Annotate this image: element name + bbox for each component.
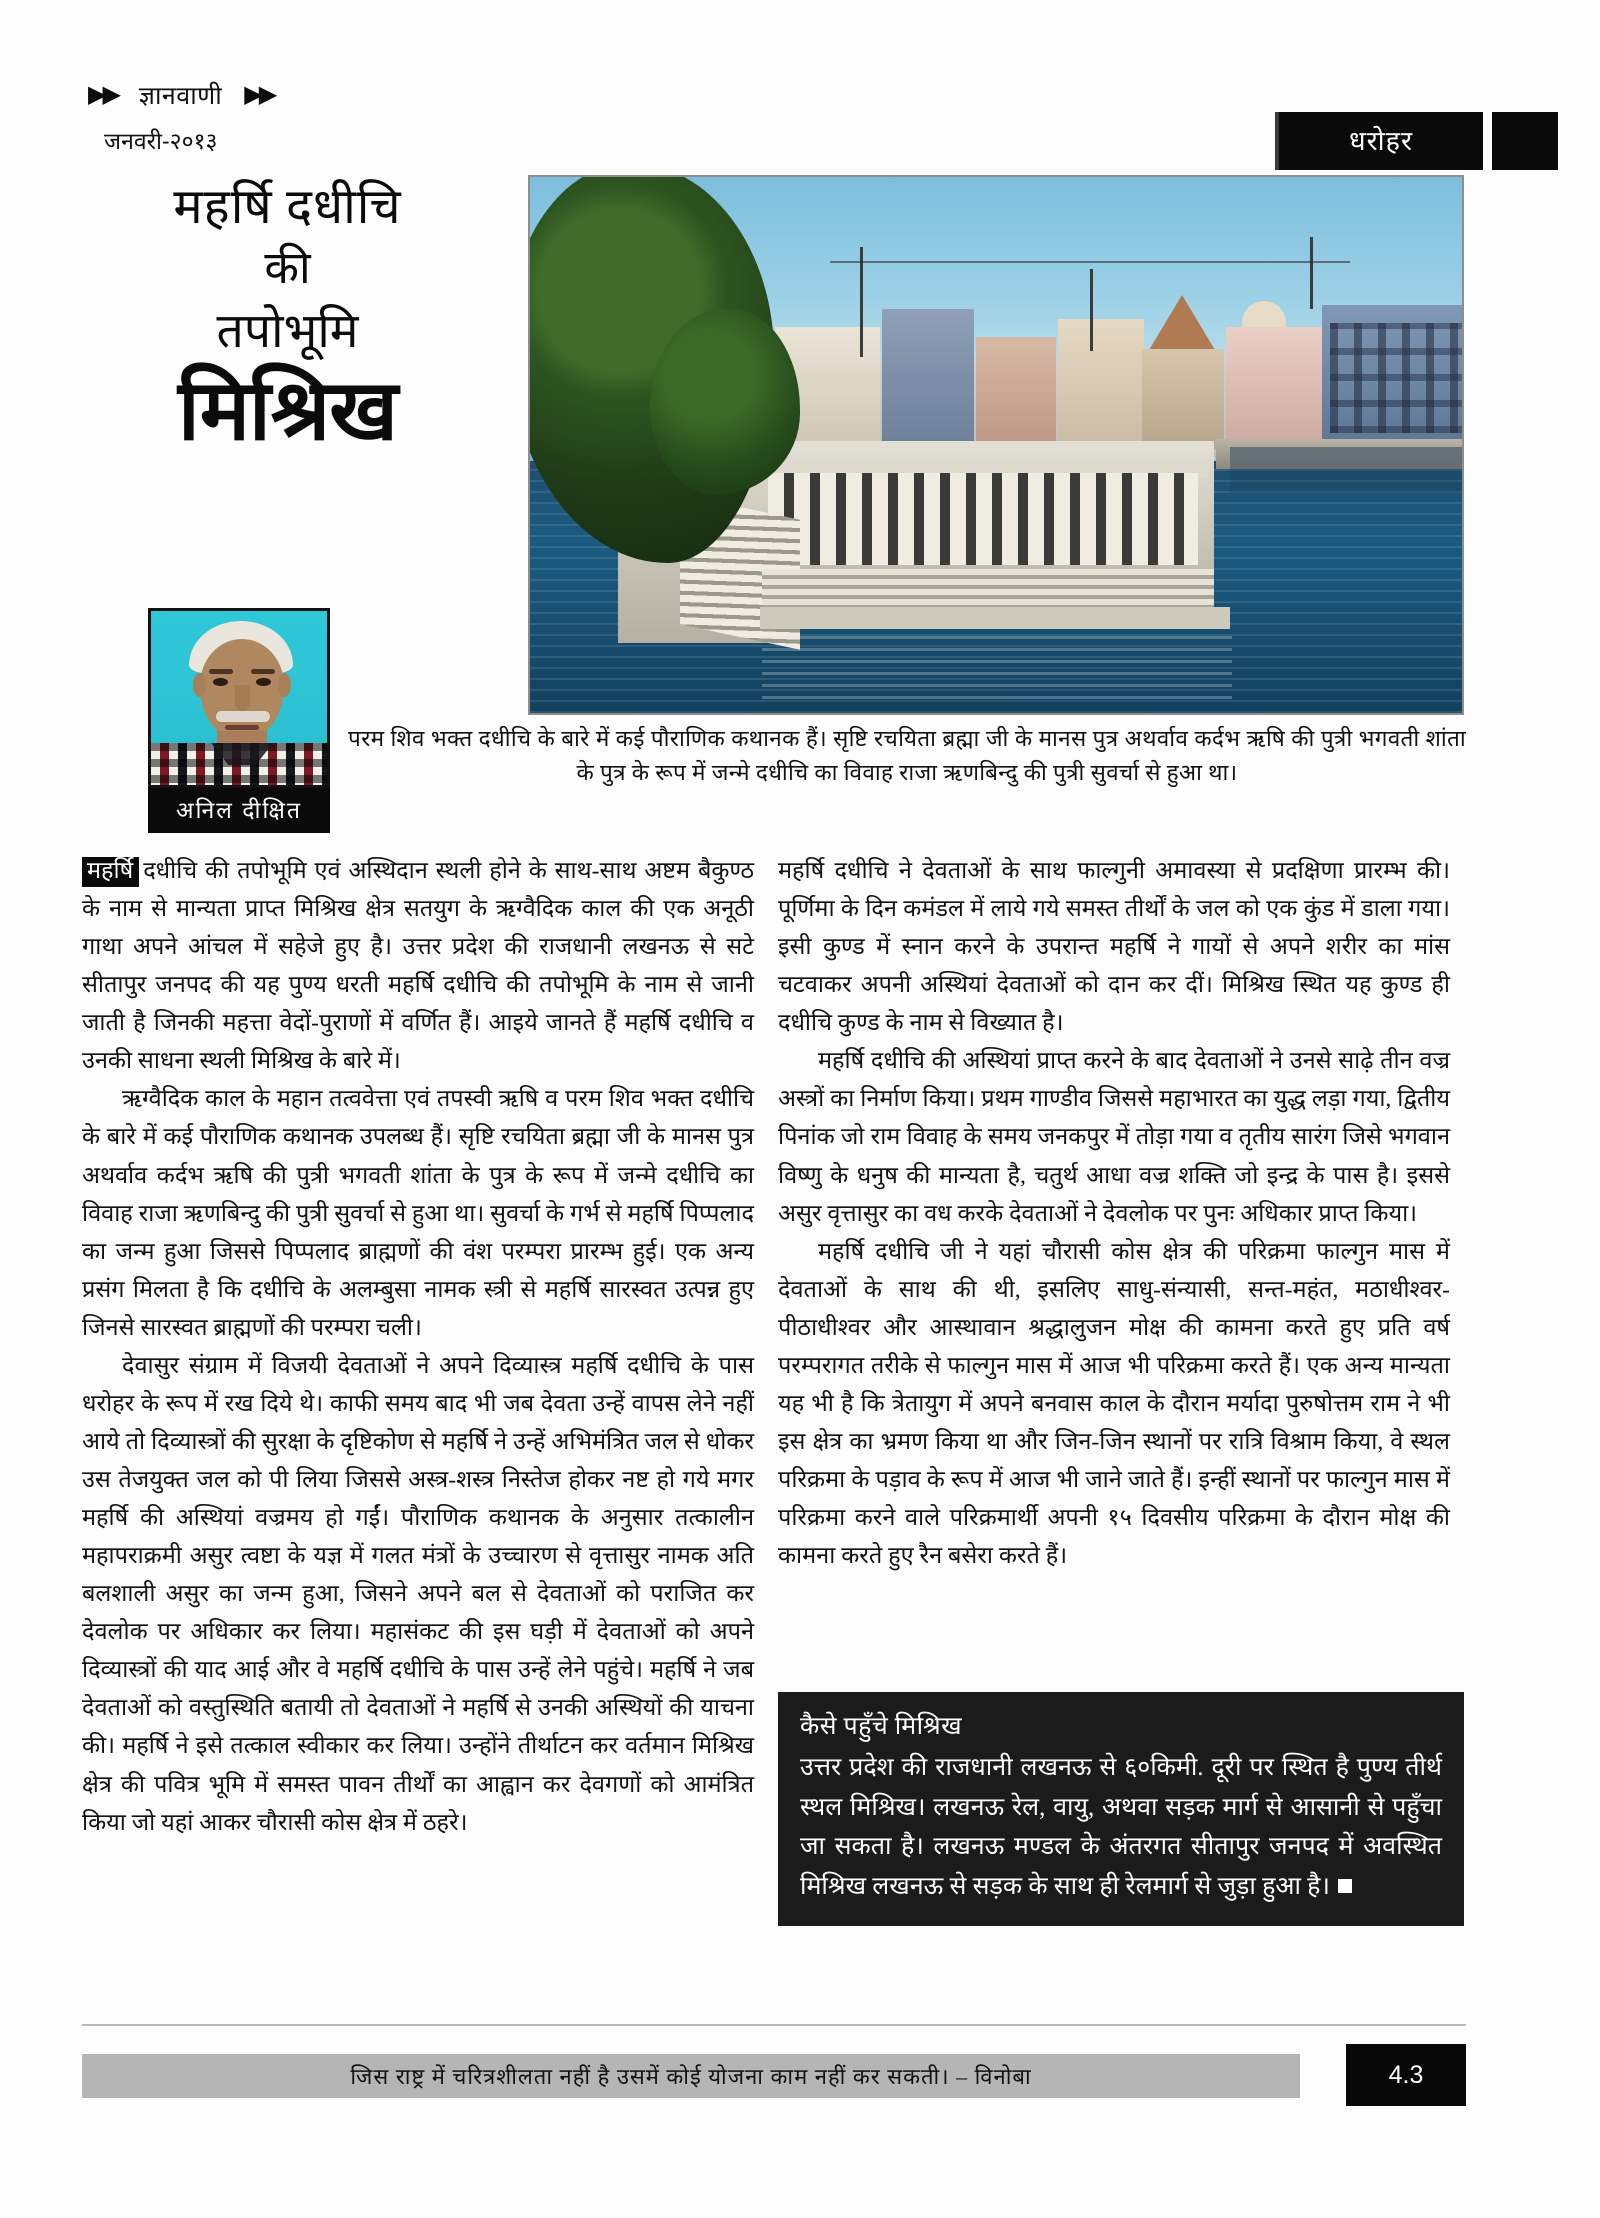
photo-tree-small	[650, 309, 800, 495]
photo-pole-3	[1310, 237, 1313, 309]
footer-quote: जिस राष्ट्र में चरित्रशीलता नहीं है उसमें कोई योजना काम नहीं कर सकती। – विनोबा	[350, 2064, 1032, 2089]
masthead	[88, 78, 448, 156]
portrait-ear-right	[278, 673, 291, 697]
dropcap-word: महर्षि	[82, 857, 139, 887]
photo-colonnade-pillars	[768, 473, 1198, 565]
double-arrow-right-icon-2: ▶▶	[244, 82, 274, 108]
photo-building-6	[1226, 327, 1322, 449]
photo-caption: परम शिव भक्त दधीचि के बारे में कई पौराणिक कथानक हैं। सृष्टि रचयिता ब्रह्मा जी के मानस पुत्र अथर्वाव कर्दभ ऋषि की पुत्री भगवती शांता के पुत्र के रूप में जन्मे दधीचि का विवाह राजा ऋणबिन्दु की पुत्री सुवर्चा से हुआ था।	[348, 726, 1466, 785]
paragraph: महर्षि दधीचि ने देवताओं के साथ फाल्गुनी अमावस्या से प्रदक्षिणा प्रारम्भ की। पूर्णिमा के दिन कमंडल में लाये गये समस्त तीर्थों के जल को एक कुंड में डाला गया। इसी कुण्ड में स्नान करने के उपरान्त महर्षि ने गायों से अपने शरीर का मांस चटवाकर अपनी अस्थियां देवताओं को दान कर दीं। मिश्रिख स्थित यह कुण्ड ही दधीचि कुण्ड के नाम से विख्यात है।	[778, 858, 1450, 1037]
end-mark-icon	[1338, 1879, 1352, 1893]
author-portrait-photo	[148, 608, 330, 788]
body-column-left	[82, 852, 754, 1842]
photo-power-wire	[830, 261, 1350, 263]
photo-building-4	[1058, 319, 1144, 449]
photo-water-shadow	[1230, 447, 1464, 493]
photo-reflection	[762, 629, 1232, 699]
portrait-eye-left	[213, 678, 228, 686]
photo-pole-1	[860, 247, 863, 357]
page-number: 4.3	[1346, 2044, 1466, 2106]
headline-line-1: महर्षि दधीचि	[173, 179, 402, 234]
photo-building-2	[882, 309, 974, 449]
paragraph: देवासुर संग्राम में विजयी देवताओं ने अपने दिव्यास्त्र महर्षि दधीचि के पास धरोहर के रूप में रख दिये थे। काफी समय बाद भी जब देवता उन्हें वापस लेने नहीं आये तो दिव्यास्त्रों की सुरक्षा के दृष्टिकोण से महर्षि ने उन्हें अभिमंत्रित जल से धोकर उस तेजयुक्त जल को पी लिया जिससे अस्त्र-शस्त्र निस्तेज होकर नष्ट हो गये मगर महर्षि की अस्थियां वज्रमय हो गईं। पौराणिक कथानक के अनुसार तत्कालीन महापराक्रमी असुर त्वष्टा के यज्ञ में गलत मंत्रों के उच्चारण से वृत्तासुर नामक अति बलशाली असुर का जन्म हुआ, जिसने अपने बल से देवताओं को पराजित कर देवलोक पर अधिकार कर लिया। महासंकट की इस घड़ी में देवताओं को अपने दिव्यास्त्रों की याद आई और वे महर्षि दधीचि के पास उन्हें लेने पहुंचे। महर्षि ने जब देवताओं को वस्तुस्थिति बतायी तो देवताओं ने महर्षि से उनकी अस्थियों की याचना की। महर्षि ने इसे तत्काल स्वीकार कर लिया। उन्होंने तीर्थाटन कर वर्तमान मिश्रिख क्षेत्र की पवित्र भूमि में समस्त पावन तीर्थों का आह्वान कर देवगणों को आमंत्रित किया जो यहां आकर चौरासी कोस क्षेत्र में ठहरे।	[82, 1352, 754, 1836]
paragraph	[82, 852, 754, 1080]
issue-date: जनवरी-२०१३	[104, 128, 218, 154]
infobox-body	[800, 1748, 1442, 1906]
portrait-eye-right	[256, 678, 271, 686]
headline-line-2: की	[264, 242, 311, 293]
hero-photo	[528, 175, 1464, 715]
portrait-moustache	[216, 711, 270, 722]
headline-line-4: मिश्रिख	[178, 365, 397, 459]
footer-quote-bar	[82, 2054, 1300, 2098]
article-headline	[95, 180, 480, 461]
magazine-name: ज्ञानवाणी	[138, 82, 223, 110]
headline-line-3: तपोभूमि	[216, 305, 359, 359]
infobox-text: उत्तर प्रदेश की राजधानी लखनऊ से ६०किमी. दूरी पर स्थित है पुण्य तीर्थ स्थल मिश्रिख। लखनऊ रेल, वायु, अथवा सड़क मार्ग से आसानी से पहुँचा जा सकता है। लखनऊ मण्डल के अंतरगत सीतापुर जनपद में अवस्थित मिश्रिख लखनऊ से सड़क के साथ ही रेलमार्ग से जुड़ा हुआ है।	[800, 1754, 1442, 1900]
how-to-reach-infobox	[778, 1692, 1464, 1926]
portrait-ear-left	[193, 673, 206, 697]
body-column-right	[778, 852, 1450, 1575]
paragraph: ऋग्वैदिक काल के महान तत्ववेत्ता एवं तपस्वी ऋषि व परम शिव भक्त दधीचि के बारे में कई पौराणिक कथानक उपलब्ध हैं। सृष्टि रचयिता ब्रह्मा जी के मानस पुत्र अथर्वाव कर्दभ ऋषि की पुत्री भगवती शांता के पुत्र के रूप में जन्मे दधीचि का विवाह राजा ऋणबिन्दु की पुत्री सुवर्चा से हुआ था। सुवर्चा के गर्भ से महर्षि पिप्पलाद का जन्म हुआ जिससे पिप्पलाद ब्राह्मणों की वंश परम्परा प्रारम्भ हुई। एक अन्य प्रसंग मिलता है कि दधीचि के अलम्बुसा नामक स्त्री से महर्षि सारस्वत उत्पन्न हुए जिनसे सारस्वत ब्राह्मणों की परम्परा चली।	[82, 1086, 754, 1341]
author-block	[148, 608, 330, 833]
section-banner-block	[1492, 112, 1558, 170]
paragraph: महर्षि दधीचि की अस्थियां प्राप्त करने के बाद देवताओं ने उनसे साढ़े तीन वज्र अस्त्रों का निर्माण किया। प्रथम गाण्डीव जिससे महाभारत का युद्ध लड़ा गया, द्वितीय पिनांक जो राम विवाह के समय जनकपुर में तोड़ा गया व तृतीय सारंग जिसे भगवान विष्णु के धनुष की मान्यता है, चतुर्थ आधा वज्र शक्ति जो इन्द्र के पास है। इससे असुर वृत्तासुर का वध करके देवताओं ने देवलोक पर पुनः अधिकार प्राप्त किया।	[778, 1048, 1450, 1227]
author-name: अनिल दीक्षित	[148, 788, 330, 833]
portrait-eyebrow-right	[251, 669, 275, 674]
section-banner	[1275, 112, 1558, 170]
portrait-mouth	[225, 725, 259, 730]
paragraph: महर्षि दधीचि जी ने यहां चौरासी कोस क्षेत्र की परिक्रमा फाल्गुन मास में देवताओं के साथ की थी, इसलिए साधु-संन्यासी, सन्त-महंत, मठाधीश्वर-पीठाधीश्वर और आस्थावान श्रद्धालुजन मोक्ष की कामना करते हुए प्रति वर्ष परम्परागत तरीके से फाल्गुन मास में आज भी परिक्रमा करते हैं। एक अन्य मान्यता यह भी है कि त्रेतायुग में अपने बनवास काल के दौरान मर्यादा पुरुषोत्तम राम ने भी इस क्षेत्र का भ्रमण किया था और जिन-जिन स्थानों पर रात्रि विश्राम किया, वे स्थल परिक्रमा के पड़ाव के रूप में आज भी जाने जाते हैं। इन्हीं स्थानों पर फाल्गुन मास में परिक्रमा करने वाले परिक्रमार्थी अपनी १५ दिवसीय परिक्रमा के दौरान मोक्ष की कामना करते हुए रैन बसेरा करते हैं।	[778, 1238, 1450, 1570]
photo-building-3	[976, 337, 1056, 449]
photo-pole-2	[1090, 269, 1093, 351]
footer-divider	[82, 2024, 1466, 2026]
infobox-title: कैसे पहुँचे मिश्रिख	[800, 1713, 963, 1740]
photo-building-5	[1142, 349, 1224, 449]
double-arrow-right-icon: ▶▶	[88, 82, 117, 108]
photo-building-7-windows	[1330, 323, 1462, 433]
portrait-eyebrow-left	[209, 669, 233, 674]
portrait-nose	[235, 685, 250, 711]
paragraph-text: दधीचि की तपोभूमि एवं अस्थिदान स्थली होने के साथ-साथ अष्टम बैकुण्ठ के नाम से मान्यता प्राप्त मिश्रिख क्षेत्र सतयुग के ऋग्वैदिक काल की एक अनूठी गाथा अपने आंचल में सहेजे हुए है। उत्तर प्रदेश की राजधानी लखनऊ से सटे सीतापुर जनपद की यह पुण्य धरती महर्षि दधीचि की तपोभूमि के नाम से जानी जाती है जिनकी महत्ता वेदों-पुराणों में वर्णित हैं। आइये जानते हैं महर्षि दधीचि व उनकी साधना स्थली मिश्रिख के बारे में।	[82, 858, 754, 1075]
photo-platform	[760, 607, 1230, 629]
section-banner-label: धरोहर	[1275, 112, 1483, 170]
masthead-row	[88, 78, 448, 112]
